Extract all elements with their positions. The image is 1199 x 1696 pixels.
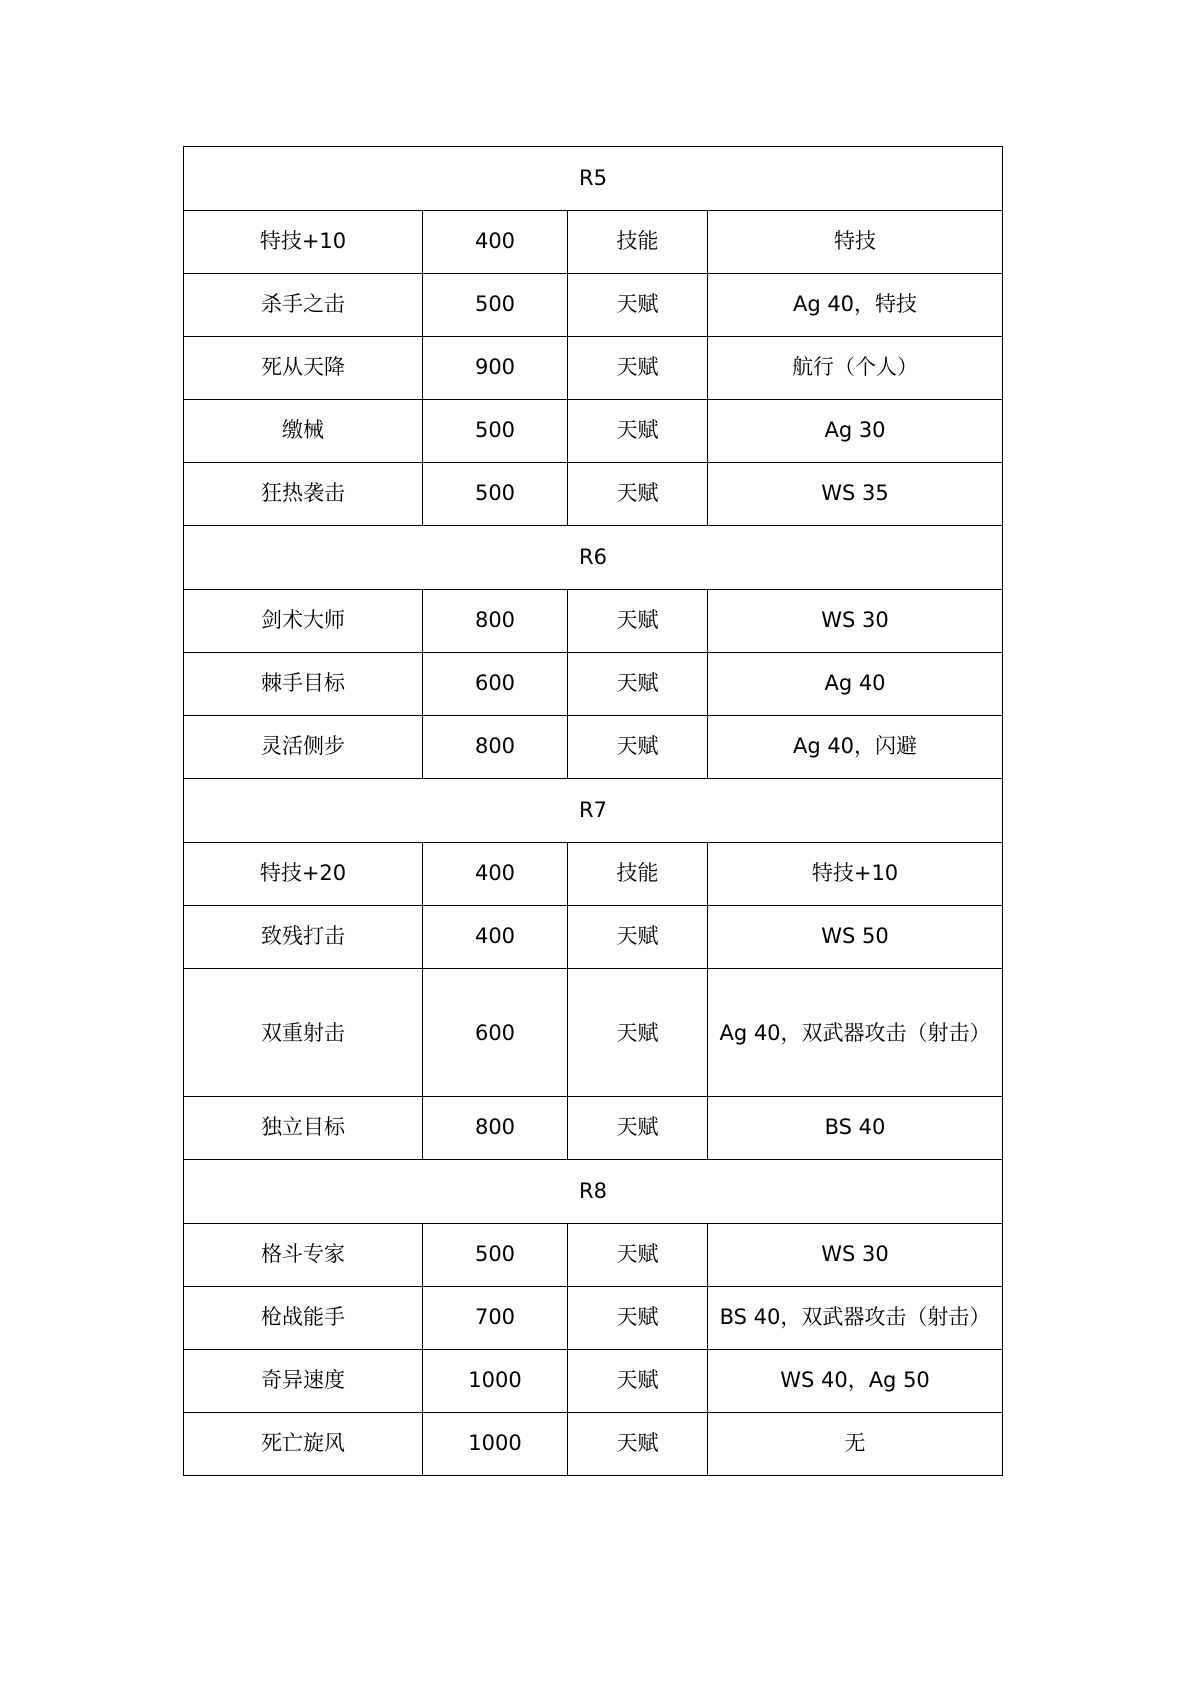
table-row: [184, 337, 1003, 400]
table-row: [184, 211, 1003, 274]
advance-name-cell: 奇异速度: [184, 1350, 423, 1413]
table-row: [184, 1097, 1003, 1160]
advance-name-cell: 狂热袭击: [184, 463, 423, 526]
type-cell: 天赋: [568, 400, 708, 463]
table-row: [184, 1224, 1003, 1287]
cost-cell: 500: [423, 400, 568, 463]
advance-name-cell: 特技+20: [184, 843, 423, 906]
cost-cell: 800: [423, 716, 568, 779]
prerequisite-cell: WS 30: [708, 590, 1003, 653]
table-row: [184, 906, 1003, 969]
section-title: R8: [184, 1160, 1003, 1224]
advance-name-cell: 枪战能手: [184, 1287, 423, 1350]
section-header-row: [184, 526, 1003, 590]
type-cell: 天赋: [568, 1224, 708, 1287]
type-cell: 技能: [568, 211, 708, 274]
prerequisite-cell: BS 40，双武器攻击（射击）: [708, 1287, 1003, 1350]
type-cell: 天赋: [568, 274, 708, 337]
cost-cell: 500: [423, 463, 568, 526]
section-title: R6: [184, 526, 1003, 590]
section-title: R5: [184, 147, 1003, 211]
prerequisite-cell: Ag 40，特技: [708, 274, 1003, 337]
cost-cell: 1000: [423, 1350, 568, 1413]
prerequisite-cell: WS 30: [708, 1224, 1003, 1287]
table-row: [184, 843, 1003, 906]
cost-cell: 400: [423, 843, 568, 906]
section-header-row: [184, 1160, 1003, 1224]
advance-name-cell: 特技+10: [184, 211, 423, 274]
prerequisite-cell: WS 35: [708, 463, 1003, 526]
advance-name-cell: 独立目标: [184, 1097, 423, 1160]
advance-name-cell: 灵活侧步: [184, 716, 423, 779]
cost-cell: 600: [423, 969, 568, 1097]
type-cell: 天赋: [568, 653, 708, 716]
cost-cell: 900: [423, 337, 568, 400]
prerequisite-cell: 特技+10: [708, 843, 1003, 906]
table-row: [184, 590, 1003, 653]
table-row: [184, 1287, 1003, 1350]
advance-name-cell: 双重射击: [184, 969, 423, 1097]
prerequisite-cell: Ag 30: [708, 400, 1003, 463]
prerequisite-cell: 航行（个人）: [708, 337, 1003, 400]
type-cell: 天赋: [568, 463, 708, 526]
cost-cell: 1000: [423, 1413, 568, 1476]
table-row: [184, 1413, 1003, 1476]
cost-cell: 800: [423, 1097, 568, 1160]
type-cell: 天赋: [568, 1287, 708, 1350]
prerequisite-cell: Ag 40，闪避: [708, 716, 1003, 779]
prerequisite-cell: WS 50: [708, 906, 1003, 969]
section-header-row: [184, 147, 1003, 211]
prerequisite-cell: BS 40: [708, 1097, 1003, 1160]
type-cell: 天赋: [568, 969, 708, 1097]
cost-cell: 600: [423, 653, 568, 716]
advance-name-cell: 死亡旋风: [184, 1413, 423, 1476]
advance-name-cell: 致残打击: [184, 906, 423, 969]
advance-name-cell: 棘手目标: [184, 653, 423, 716]
prerequisite-cell: Ag 40，双武器攻击（射击）: [708, 969, 1003, 1097]
type-cell: 天赋: [568, 906, 708, 969]
type-cell: 天赋: [568, 590, 708, 653]
type-cell: 天赋: [568, 716, 708, 779]
section-header-row: [184, 779, 1003, 843]
advance-name-cell: 杀手之击: [184, 274, 423, 337]
table-row: [184, 716, 1003, 779]
prerequisite-cell: 无: [708, 1413, 1003, 1476]
table-row: [184, 463, 1003, 526]
advance-name-cell: 格斗专家: [184, 1224, 423, 1287]
table-row: [184, 653, 1003, 716]
type-cell: 天赋: [568, 1350, 708, 1413]
cost-cell: 800: [423, 590, 568, 653]
type-cell: 天赋: [568, 1413, 708, 1476]
prerequisite-cell: WS 40，Ag 50: [708, 1350, 1003, 1413]
cost-cell: 500: [423, 274, 568, 337]
table-row: [184, 969, 1003, 1097]
table-row: [184, 400, 1003, 463]
section-title: R7: [184, 779, 1003, 843]
cost-cell: 700: [423, 1287, 568, 1350]
advancement-table: [183, 146, 1003, 1476]
table-row: [184, 274, 1003, 337]
prerequisite-cell: 特技: [708, 211, 1003, 274]
type-cell: 技能: [568, 843, 708, 906]
advance-name-cell: 剑术大师: [184, 590, 423, 653]
cost-cell: 500: [423, 1224, 568, 1287]
advance-name-cell: 缴械: [184, 400, 423, 463]
advance-name-cell: 死从天降: [184, 337, 423, 400]
table-body: [184, 147, 1003, 1476]
table-row: [184, 1350, 1003, 1413]
prerequisite-cell: Ag 40: [708, 653, 1003, 716]
cost-cell: 400: [423, 211, 568, 274]
type-cell: 天赋: [568, 337, 708, 400]
cost-cell: 400: [423, 906, 568, 969]
type-cell: 天赋: [568, 1097, 708, 1160]
